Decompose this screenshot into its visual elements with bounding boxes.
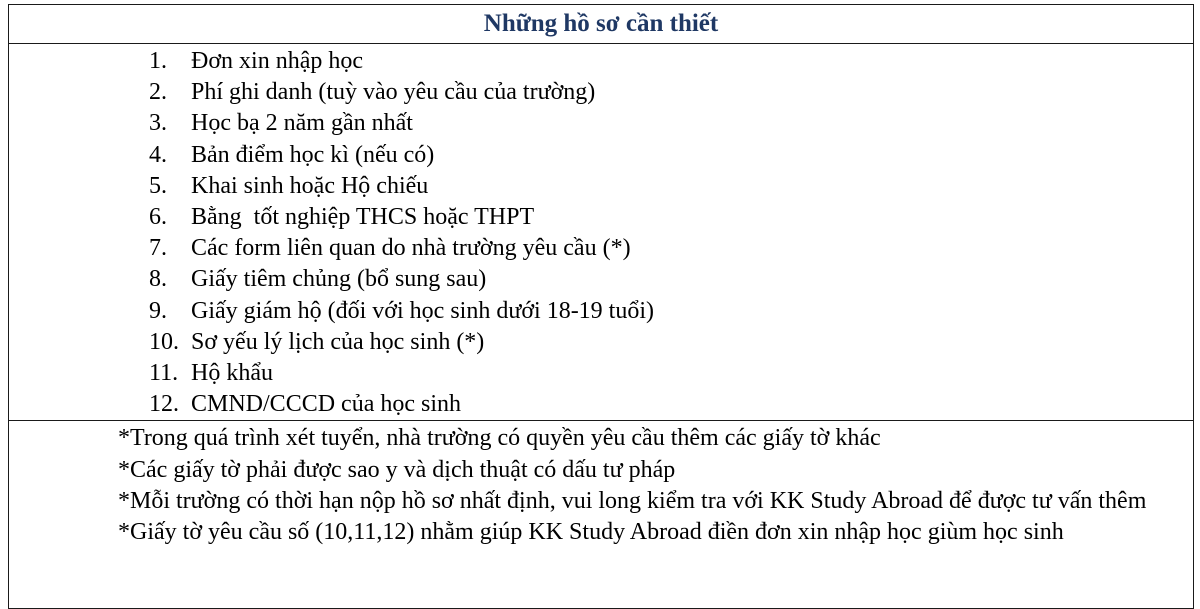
list-item [149,202,1193,233]
item-number: 4. [149,141,167,168]
list-item [149,233,1193,264]
note-text: *Giấy tờ yêu cầu số (10,11,12) nhằm giúp KK Study Abroad điền đơn xin nhập học giùm học sinh [118,519,1064,546]
item-text: CMND/CCCD của học sinh [191,391,461,418]
item-text: Đơn xin nhập học [191,48,363,74]
item-text: Phí ghi danh (tuỳ vào yêu cầu của trường) [191,79,596,106]
item-number: 10. [149,328,179,355]
note-text: *Các giấy tờ phải được sao y và dịch thuật có dấu tư pháp [118,456,676,483]
item-number: 12. [149,391,179,418]
header-row [9,5,1194,44]
list-item [149,140,1193,171]
item-text: Học bạ 2 năm gần nhất [191,110,413,137]
notes-row [9,421,1194,609]
list-item [149,389,1193,420]
item-text: Các form liên quan do nhà trường yêu cầu (*) [191,235,631,262]
note-text: *Trong quá trình xét tuyển, nhà trường có quyền yêu cầu thêm các giấy tờ khác [118,425,881,452]
documents-row [9,44,1194,421]
notes-cell [9,421,1194,609]
list-item [149,358,1193,389]
item-number: 3. [149,110,167,137]
item-number: 6. [149,204,167,231]
item-number: 1. [149,48,167,74]
item-number: 9. [149,297,167,324]
list-item [149,108,1193,139]
item-number: 2. [149,79,167,106]
list-item [149,296,1193,327]
page-title: Những hồ sơ cần thiết [483,10,719,37]
list-item [149,171,1193,202]
item-number: 11. [149,360,179,387]
list-item [149,46,1193,77]
documents-list [9,44,1193,420]
item-text: Bản điểm học kì (nếu có) [191,141,435,168]
documents-cell [9,44,1194,421]
notes-block [9,421,1193,548]
item-number: 7. [149,235,167,262]
item-text: Giấy giám hộ (đối với học sinh dưới 18-19 tuổi) [191,297,655,324]
item-text: Giấy tiêm chủng (bổ sung sau) [191,266,487,293]
requirements-table [8,4,1194,609]
item-text: Hộ khẩu [191,360,273,387]
list-item [149,327,1193,358]
item-text: Khai sinh hoặc Hộ chiếu [191,172,429,199]
item-number: 5. [149,172,167,199]
list-item [149,77,1193,108]
note-text: *Mỗi trường có thời hạn nộp hồ sơ nhất định, vui long kiểm tra với KK Study Abroad để được tư vấn thêm [118,487,1147,514]
header-cell [9,5,1194,44]
item-text: Sơ yếu lý lịch của học sinh (*) [191,328,485,355]
item-number: 8. [149,266,167,293]
list-item [149,264,1193,295]
item-text: Bằng tốt nghiệp THCS hoặc THPT [191,204,535,231]
